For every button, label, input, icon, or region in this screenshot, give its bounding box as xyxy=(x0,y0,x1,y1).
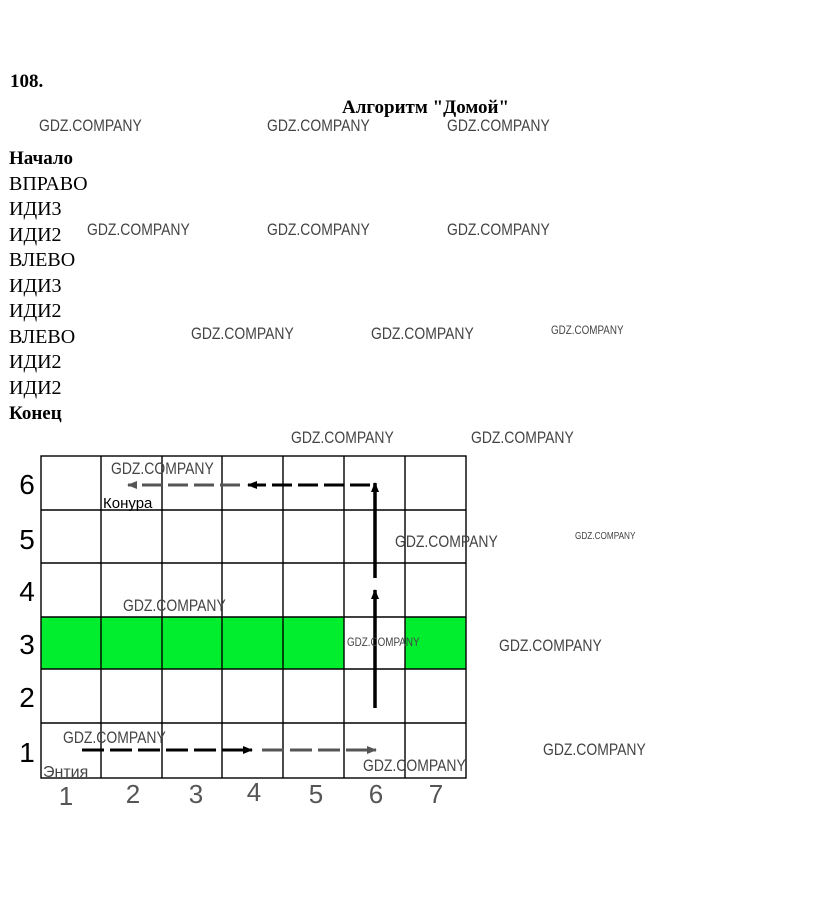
highlight-row-left xyxy=(41,617,344,669)
watermark: GDZ.COMPANY xyxy=(123,596,226,615)
column-label: 6 xyxy=(368,779,384,809)
algorithm-step: ИДИ2 xyxy=(9,351,62,373)
column-label: 1 xyxy=(58,781,74,811)
algorithm-step: ВЛЕВО xyxy=(9,325,76,348)
algorithm-step: ИДИ2 xyxy=(9,300,62,322)
watermark: GDZ.COMPANY xyxy=(191,324,294,343)
watermark: GDZ.COMPANY xyxy=(471,428,574,447)
watermark: GDZ.COMPANY xyxy=(371,324,474,343)
watermark: GDZ.COMPANY xyxy=(363,756,466,775)
watermark: GDZ.COMPANY xyxy=(267,220,370,239)
problem-number: 108. xyxy=(10,71,44,92)
column-label: 3 xyxy=(188,779,204,809)
home-label: Конура xyxy=(103,495,153,512)
row-numbers xyxy=(19,469,35,768)
watermark: GDZ.COMPANY xyxy=(499,636,602,655)
watermark: GDZ.COMPANY xyxy=(551,323,624,337)
row-label: 5 xyxy=(19,524,35,555)
watermark: GDZ.COMPANY xyxy=(111,459,214,478)
row-label: 3 xyxy=(19,629,35,660)
algorithm-step: ИДИ3 xyxy=(9,198,62,220)
algorithm-step: ИДИ2 xyxy=(9,376,62,399)
algorithm-title: Алгоритм "Домой" xyxy=(342,97,510,118)
watermark: GDZ.COMPANY xyxy=(543,740,646,759)
watermark: GDZ.COMPANY xyxy=(347,635,420,649)
row-label: 1 xyxy=(19,737,35,768)
column-numbers xyxy=(59,777,443,811)
row-label: 4 xyxy=(19,576,35,607)
watermark: GDZ.COMPANY xyxy=(291,428,394,447)
algorithm-step: Начало xyxy=(9,148,74,169)
start-label: Энтия xyxy=(43,764,89,781)
row-label: 2 xyxy=(19,682,35,713)
watermark: GDZ.COMPANY xyxy=(39,116,142,135)
watermark: GDZ.COMPANY xyxy=(63,728,166,747)
watermark: GDZ.COMPANY xyxy=(267,116,370,135)
watermark: GDZ.COMPANY xyxy=(447,220,550,239)
column-label: 5 xyxy=(308,779,324,809)
algorithm-step: Конец xyxy=(9,403,62,424)
watermark: GDZ.COMPANY xyxy=(447,116,550,135)
algorithm-step: ИДИ3 xyxy=(9,274,62,297)
algorithm-step: ИДИ2 xyxy=(9,223,62,246)
row-label: 6 xyxy=(19,469,35,500)
column-label: 7 xyxy=(428,779,444,809)
column-label: 2 xyxy=(125,779,141,809)
watermark: GDZ.COMPANY xyxy=(395,532,498,551)
watermark: GDZ.COMPANY xyxy=(575,531,636,542)
algorithm-step: ВЛЕВО xyxy=(9,249,76,271)
column-label: 4 xyxy=(246,777,262,807)
algorithm-step: ВПРАВО xyxy=(9,172,88,195)
watermark: GDZ.COMPANY xyxy=(87,220,190,239)
